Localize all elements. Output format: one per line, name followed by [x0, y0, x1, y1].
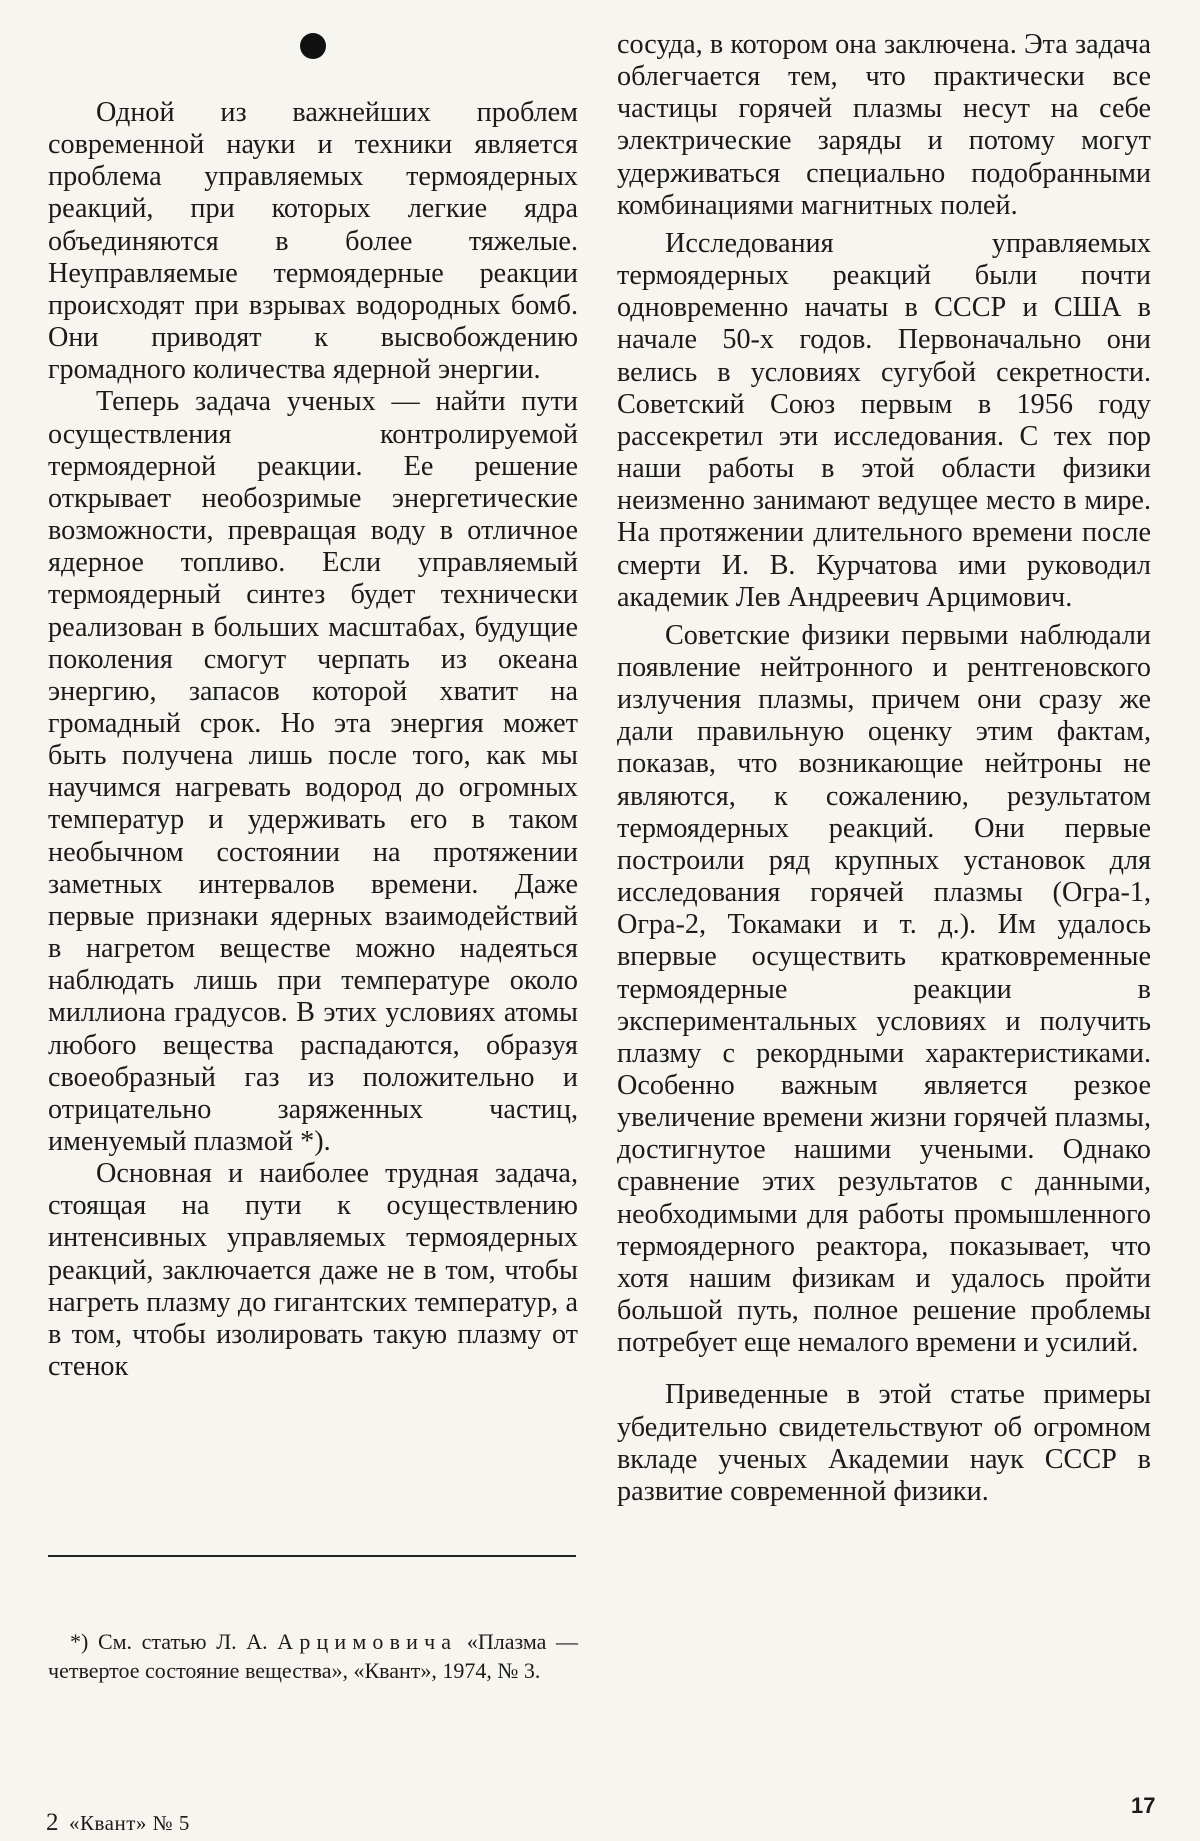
article-paragraph: Основная и наиболее трудная задача, стоящая на пути к осуществлению интенсивных управляемых термоядерных реакций, заключается даже не в том, чтобы нагреть плазму до гигантских температур, а в том, чтобы изолировать такую плазму от стенок — [48, 1158, 578, 1383]
section-bullet-icon — [300, 33, 326, 59]
article-paragraph: Советские физики первыми наблюдали появление нейтронного и рентгеновского излучения плазмы, причем они сразу же дали правильную оценку этим фактам, показав, что возникающие нейтроны не являются, к сожалению, результатом термоядерных реакций. Они первые построили ряд крупных установок для исследования горячей плазмы (Огра-1, Огра-2, Токамаки и т. д.). Им удалось впервые осуществить кратковременные термоядерные реакции в экспериментальных условиях и получить плазму с рекордными характеристиками. Особенно важным является резкое увеличение времени жизни горячей плазмы, достигнутое нашими учеными. Однако сравнение этих результатов с данными, необходимыми для работы промышленного термоядерного реактора, показывает, что хотя нашим физикам и удалось пройти большой путь, полное решение проблемы потребует еще немалого времени и усилий. — [617, 619, 1151, 1359]
footnote-divider — [48, 1555, 576, 1557]
signature-text: «Квант» № 5 — [69, 1811, 190, 1835]
article-left-column — [48, 97, 578, 1383]
footnote — [48, 1627, 578, 1685]
footnote-reference: «Плазма — четвертое состояние вещества», «Квант», 1974, № 3. — [48, 1629, 579, 1683]
article-paragraph: Приведенные в этой статье примеры убедительно свидетельствуют об огромном вкладе ученых Академии наук СССР в развитие современной физики. — [617, 1379, 1151, 1507]
footnote-author: Арцимовича — [277, 1629, 458, 1654]
article-paragraph: Одной из важнейших проблем современной науки и техники является проблема управляемых термоядерных реакций, при которых легкие ядра объединяются в более тяжелые. Неуправляемые термоядерные реакции происходят при взрывах водородных бомб. Они приводят к высвобождению громадного количества ядерной энергии. — [48, 97, 578, 386]
article-right-column — [617, 29, 1151, 1508]
signature-number: 2 — [46, 1809, 59, 1836]
article-paragraph: Исследования управляемых термоядерных реакций были почти одновременно начаты в СССР и США в начале 50-х годов. Первоначально они велись в условиях сугубой секретности. Советский Союз первым в 1956 году рассекретил эти исследования. С тех пор наши работы в этой области физики неизменно занимают ведущее место в мире. На протяжении длительного времени после смерти И. В. Курчатова ими руководил академик Лев Андреевич Арцимович. — [617, 227, 1151, 613]
page-number: 17 — [1131, 1793, 1156, 1818]
article-paragraph: Теперь задача ученых — найти пути осуществления контролируемой термоядерной реакции. Ее решение открывает необозримые энергетические возможности, превращая воду в отличное ядерное топливо. Если управляемый термоядерный синтез будет технически реализован в больших масштабах, будущие поколения смогут черпать из океана энергию, запасов которой хватит на громадный срок. Но эта энергия может быть получена лишь после того, как мы научимся нагревать водород до огромных температур и удерживать его в таком необычном состоянии на протяжении заметных интервалов времени. Даже первые признаки ядерных взаимодействий в нагретом веществе можно надеяться наблюдать лишь при температуре около миллиона градусов. В этих условиях атомы любого вещества распадаются, образуя своеобразный газ из положительно и отрицательно заряженных частиц, именуемый плазмой *). — [48, 386, 578, 1157]
footnote-marker: *) См. статью Л. А. — [70, 1629, 268, 1654]
printer-signature — [46, 1809, 190, 1837]
article-paragraph-continuation: сосуда, в котором она заключена. Эта задача облегчается тем, что практически все частицы горячей плазмы несут на себе электрические заряды и потому могут удерживаться специально подобранными комбинациями магнитных полей. — [617, 29, 1151, 221]
